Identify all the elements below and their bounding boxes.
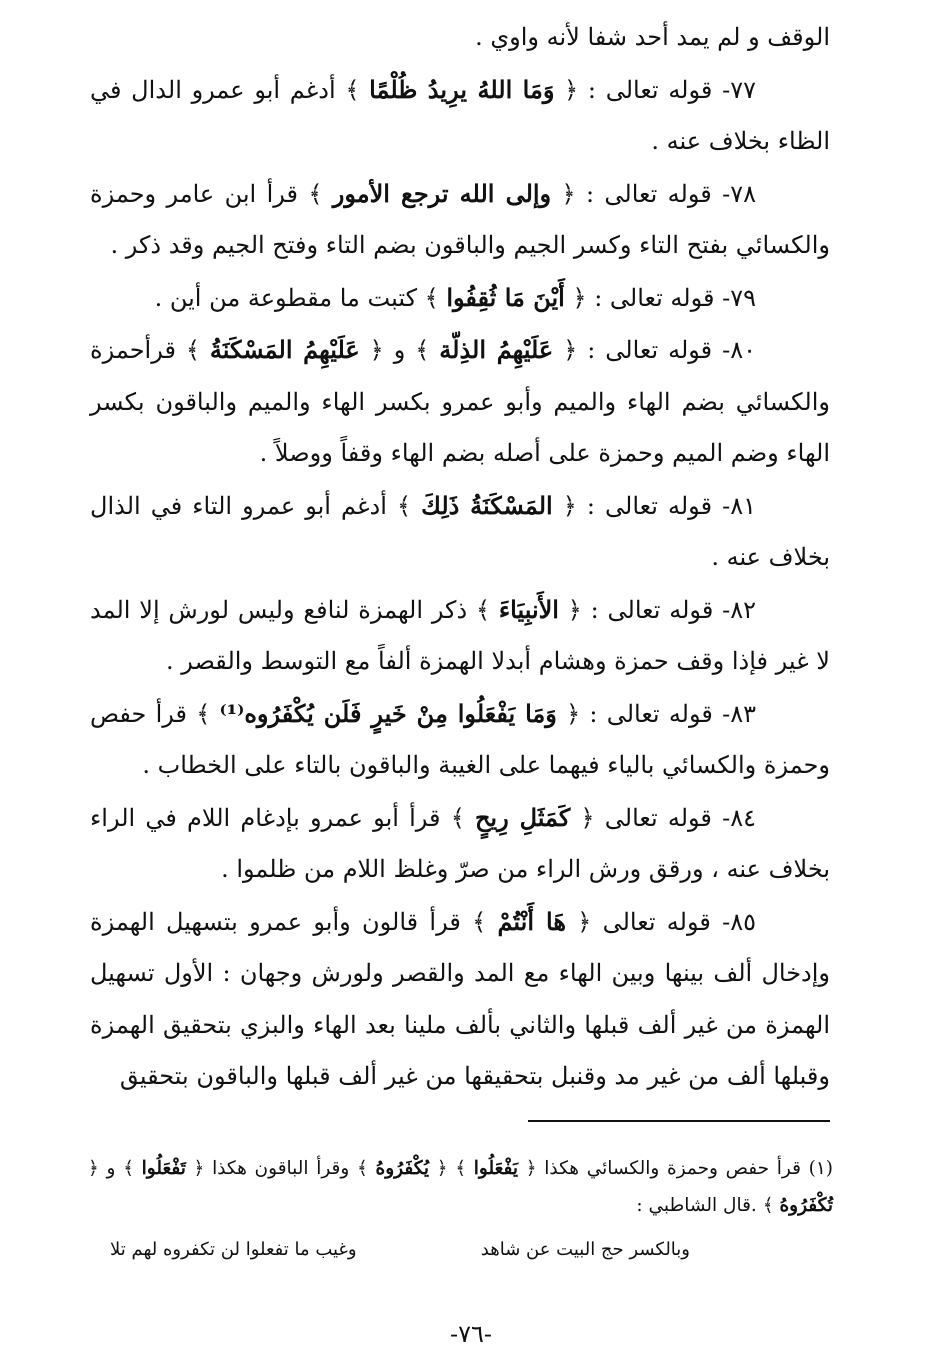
footnote-word: يَفْعَلُوا [473,1158,519,1179]
footnote-word: تُكْفَرُوهُ [779,1195,833,1216]
quran-phrase: أَيْنَ مَا ثُقِفُوا [446,282,565,312]
entry-80: ٨٠- قوله تعالى : ﴿ عَلَيْهِمُ الذِلّة ﴾ و ﴿ عَلَيْهِمُ المَسْكَنَةُ ﴾ قرأحمزة والكسائي بضم الهاء والميم وأبو عمرو بكسر الهاء والميم والباقون بكسر الهاء وضم الميم وحمزة على أصله بضم الهاء وقفاً ووصلاً . [90,335,830,467]
entry-83: ٨٣- قوله تعالى : ﴿ وَمَا يَفْعَلُوا مِنْ خَيرٍ فَلَن يُكْفَرُوه⁽¹⁾ ﴾ قرأ حفص وحمزة والكسائي بالياء فيهما على الغيبة والباقون بالتاء على الخطاب . [90,698,830,779]
quran-phrase: كَمَثَلِ رِيحٍ [474,802,571,832]
open-bracket: ﴿ [558,595,582,624]
quran-phrase: عَلَيْهِمُ المَسْكَنَةُ [209,335,360,364]
open-bracket: ﴿ [553,336,578,364]
open-bracket: ﴿ [565,907,592,936]
close-bracket: ﴾ [185,336,210,364]
quran-phrase: عَلَيْهِمُ الذِلّة [439,335,554,364]
main-text [90,12,830,1103]
entry-79: ٧٩- قوله تعالى : ﴿ أَيْنَ مَا ثُقِفُوا ﴾ كتبت ما مقطوعة من أين . [154,282,756,312]
quran-phrase: وإلى الله ترجع الأمور [332,178,552,208]
footnote-separator [528,1120,830,1122]
page-number: -٧٦- [450,1320,492,1348]
entry-78: ٧٨- قوله تعالى : ﴿ وإلى الله ترجع الأمور ﴾ قرأ ابن عامر وحمزة والكسائي بفتح التاء وكسر الجيم والباقون بضم التاء وفتح الجيم وقد ذكر . [90,178,830,259]
close-bracket: ﴾ [396,491,422,520]
open-bracket: ﴿ [564,283,587,312]
close-bracket: ﴾ [424,283,447,312]
footnote-text: (١) قرأ حفص وحمزة والكسائي هكذا ﴿ يَفْعَلُوا ﴾ ﴿ يُكْفَرُوهُ ﴾ وقرأ الباقون هكذا ﴿ تَفْعَلُوا ﴾ و ﴿ تُكْفَرُوهُ ﴾ .قال الشاطبي : [88,1158,833,1216]
quran-phrase: الأَنبِيَاءَ [498,594,559,624]
quran-phrase: وَمَا اللهُ يرِيدُ ظُلْمًا [369,74,555,104]
entry-77: ٧٧- قوله تعالى : ﴿ وَمَا اللهُ يرِيدُ ظُلْمًا ﴾ أدغم أبو عمرو الدال في الظاء بخلاف عنه . [90,74,830,155]
open-bracket: ﴿ [556,699,581,728]
open-bracket: ﴿ [551,179,576,208]
open-bracket: ﴿ [554,75,579,104]
close-bracket: ﴾ [196,699,220,728]
close-bracket: ﴾ [345,75,370,104]
entry-81: ٨١- قوله تعالى : ﴿ المَسْكَنَةُ ذَلِكَ ﴾ أدغم أبو عمرو التاء في الذال بخلاف عنه . [90,490,830,571]
footnote [88,1150,833,1224]
open-bracket: ﴿ [359,336,384,364]
footnote-word: يُكْفَرُوهُ [375,1158,430,1179]
verse-hemistich-right: وبالكسر حج البيت عن شاهد [480,1239,690,1260]
close-bracket: ﴾ [308,179,333,208]
footnote-word: تَفْعَلُوا [141,1158,186,1179]
entry-85: ٨٥- قوله تعالى ﴿ هَا أَنْتُمْ ﴾ قرأ قالون وأبو عمرو بتسهيل الهمزة وإدخال ألف بينها وبين الهاء مع المد والقصر ولورش وجهان : الأول تسهيل الهمزة من غير ألف قبلها والثاني بألف ملينا بعد الهاء والبزي بتحقيق الهمزة وقبلها ألف من غير مد وقنبل بتحقيقها من غير ألف قبلها والباقون بتحقيق [90,906,830,1090]
open-bracket: ﴿ [570,803,595,832]
continuation-paragraph: الوقف و لم يمد أحد شفا لأنه واوي . [475,23,830,51]
quran-phrase: وَمَا يَفْعَلُوا مِنْ خَيرٍ فَلَن يُكْفَرُوه⁽¹⁾ [219,698,557,728]
close-bracket: ﴾ [450,803,475,832]
verse-hemistich-left: وغيب ما تفعلوا لن تكفروه لهم تلا [110,1239,357,1260]
close-bracket: ﴾ [475,595,499,624]
close-bracket: ﴾ [415,336,440,364]
close-bracket: ﴾ [472,907,498,936]
footnote-verse [110,1230,690,1270]
quran-phrase: المَسْكَنَةُ ذَلِكَ [421,490,553,520]
entry-84: ٨٤- قوله تعالى ﴿ كَمَثَلِ رِيحٍ ﴾ قرأ أبو عمرو بإدغام اللام في الراء بخلاف عنه ، ورقق ورش الراء من صرّ وغلظ اللام من ظلموا . [90,802,830,883]
entry-82: ٨٢- قوله تعالى : ﴿ الأَنبِيَاءَ ﴾ ذكر الهمزة لنافع وليس لورش إلا المد لا غير فإذا وقف حمزة وهشام أبدلا الهمزة ألفاً مع التوسط والقصر . [90,594,830,675]
open-bracket: ﴿ [552,491,577,520]
quran-phrase: هَا أَنْتُمْ [497,906,566,936]
